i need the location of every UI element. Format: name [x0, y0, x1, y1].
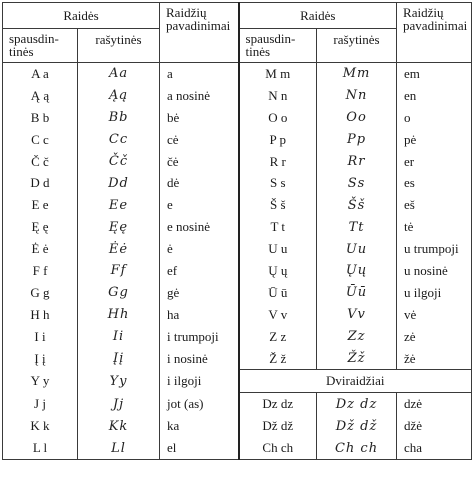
left-letter-name: a nosinė — [160, 85, 239, 107]
right-printed-letter: T t — [239, 216, 317, 238]
left-written-letter: Bb — [78, 107, 160, 129]
left-written-letter: Čč — [78, 151, 160, 173]
left-written-letter: Yy — [78, 370, 160, 393]
left-letter-name: gė — [160, 282, 239, 304]
left-printed-letter: J j — [3, 393, 78, 415]
header-printed-line1: spausdin- — [245, 31, 296, 46]
left-written-letter: Įį — [78, 348, 160, 370]
right-printed-letter: U u — [239, 238, 317, 260]
left-written-letter: Jj — [78, 393, 160, 415]
left-printed-letter: G g — [3, 282, 78, 304]
left-written-letter: Aa — [78, 63, 160, 85]
left-letter-name: e nosinė — [160, 216, 239, 238]
left-letter-name: dė — [160, 172, 239, 194]
left-letter-name: jot (as) — [160, 393, 239, 415]
left-written-letter: Ee — [78, 194, 160, 216]
table-row — [3, 370, 472, 393]
left-printed-letter: L l — [3, 437, 78, 459]
header-printed-left — [3, 29, 78, 63]
header-names-line1: Raidžių — [166, 5, 207, 20]
header-names-left — [160, 3, 239, 63]
right-letter-name: žė — [397, 348, 472, 370]
left-letter-name: i trumpoji — [160, 326, 239, 348]
right-printed-letter: Ū ū — [239, 282, 317, 304]
right-letter-name: er — [397, 151, 472, 173]
right-written-letter: Žž — [317, 348, 397, 370]
right-letter-name: pė — [397, 129, 472, 151]
digraph-printed: Dz dz — [239, 393, 317, 415]
left-written-letter: Gg — [78, 282, 160, 304]
left-written-letter: Ll — [78, 437, 160, 459]
right-written-letter: Mm — [317, 63, 397, 85]
left-written-letter: Kk — [78, 415, 160, 437]
right-written-letter: Tt — [317, 216, 397, 238]
left-printed-letter: Ą ą — [3, 85, 78, 107]
right-letter-name: u trumpoji — [397, 238, 472, 260]
digraph-name: dzė — [397, 393, 472, 415]
left-letter-name: ha — [160, 304, 239, 326]
table-row — [3, 151, 472, 173]
right-letter-name: es — [397, 172, 472, 194]
left-written-letter: Ff — [78, 260, 160, 282]
left-letter-name: bė — [160, 107, 239, 129]
table-row — [3, 216, 472, 238]
left-printed-letter: Ę ę — [3, 216, 78, 238]
digraph-written: Ch ch — [317, 437, 397, 459]
right-printed-letter: O o — [239, 107, 317, 129]
header-names-right — [397, 3, 472, 63]
left-letter-name: i ilgoji — [160, 370, 239, 393]
header-letters-left: Raidės — [3, 3, 160, 29]
right-written-letter: Vv — [317, 304, 397, 326]
table-row — [3, 326, 472, 348]
header-printed-right — [239, 29, 317, 63]
left-printed-letter: Ė ė — [3, 238, 78, 260]
table-row — [3, 260, 472, 282]
left-letter-name: ka — [160, 415, 239, 437]
right-written-letter: Ųų — [317, 260, 397, 282]
left-letter-name: a — [160, 63, 239, 85]
digraph-name: cha — [397, 437, 472, 459]
table-row — [3, 107, 472, 129]
left-letter-name: i nosinė — [160, 348, 239, 370]
right-letter-name: en — [397, 85, 472, 107]
table-row — [3, 129, 472, 151]
digraph-written: Dz dz — [317, 393, 397, 415]
right-printed-letter: Ž ž — [239, 348, 317, 370]
right-printed-letter: N n — [239, 85, 317, 107]
digraph-printed: Ch ch — [239, 437, 317, 459]
right-letter-name: o — [397, 107, 472, 129]
right-written-letter: Ūū — [317, 282, 397, 304]
left-written-letter: Hh — [78, 304, 160, 326]
right-letter-name: vė — [397, 304, 472, 326]
left-printed-letter: B b — [3, 107, 78, 129]
left-printed-letter: F f — [3, 260, 78, 282]
right-printed-letter: V v — [239, 304, 317, 326]
table-row — [3, 282, 472, 304]
header-names-line1: Raidžių — [403, 5, 444, 20]
header-letters-right: Raidės — [239, 3, 397, 29]
right-letter-name: eš — [397, 194, 472, 216]
left-printed-letter: I i — [3, 326, 78, 348]
left-written-letter: Ąą — [78, 85, 160, 107]
left-printed-letter: K k — [3, 415, 78, 437]
left-written-letter: Ėė — [78, 238, 160, 260]
right-letter-name: em — [397, 63, 472, 85]
right-written-letter: Nn — [317, 85, 397, 107]
right-written-letter: Pp — [317, 129, 397, 151]
digraph-name: džė — [397, 415, 472, 437]
header-names-line2: pavadinimai — [166, 18, 231, 33]
table-row — [3, 63, 472, 85]
alphabet-table — [2, 2, 472, 460]
left-printed-letter: H h — [3, 304, 78, 326]
table-row — [3, 348, 472, 370]
right-printed-letter: Z z — [239, 326, 317, 348]
left-letter-name: e — [160, 194, 239, 216]
left-printed-letter: A a — [3, 63, 78, 85]
table-row — [3, 437, 472, 459]
right-written-letter: Uu — [317, 238, 397, 260]
right-letter-name: tė — [397, 216, 472, 238]
header-written-right: rašytinės — [317, 29, 397, 63]
header-written-left: rašytinės — [78, 29, 160, 63]
right-printed-letter: P p — [239, 129, 317, 151]
digraph-printed: Dž dž — [239, 415, 317, 437]
left-letter-name: cė — [160, 129, 239, 151]
left-written-letter: Cc — [78, 129, 160, 151]
left-printed-letter: C c — [3, 129, 78, 151]
header-printed-line1: spausdin- — [9, 31, 59, 46]
table-row — [3, 415, 472, 437]
digraphs-title: Dviraidžiai — [239, 370, 472, 393]
table-row — [3, 194, 472, 216]
right-printed-letter: R r — [239, 151, 317, 173]
table-row — [3, 172, 472, 194]
table-row — [3, 304, 472, 326]
left-letter-name: ė — [160, 238, 239, 260]
right-printed-letter: Ų ų — [239, 260, 317, 282]
left-written-letter: Ii — [78, 326, 160, 348]
left-letter-name: el — [160, 437, 239, 459]
header-printed-line2: tinės — [9, 44, 34, 59]
header-names-line2: pavadinimai — [403, 18, 468, 33]
left-printed-letter: E e — [3, 194, 78, 216]
table-row — [3, 85, 472, 107]
left-printed-letter: Y y — [3, 370, 78, 393]
table-row — [3, 393, 472, 415]
left-letter-name: čė — [160, 151, 239, 173]
right-written-letter: Zz — [317, 326, 397, 348]
right-printed-letter: S s — [239, 172, 317, 194]
digraph-written: Dž dž — [317, 415, 397, 437]
right-written-letter: Rr — [317, 151, 397, 173]
table-row — [3, 238, 472, 260]
left-printed-letter: D d — [3, 172, 78, 194]
right-written-letter: Oo — [317, 107, 397, 129]
header-printed-line2: tinės — [245, 44, 271, 59]
left-written-letter: Ęę — [78, 216, 160, 238]
right-printed-letter: M m — [239, 63, 317, 85]
right-letter-name: u ilgoji — [397, 282, 472, 304]
right-letter-name: zė — [397, 326, 472, 348]
right-letter-name: u nosinė — [397, 260, 472, 282]
left-written-letter: Dd — [78, 172, 160, 194]
right-printed-letter: Š š — [239, 194, 317, 216]
left-letter-name: ef — [160, 260, 239, 282]
left-printed-letter: Č č — [3, 151, 78, 173]
left-printed-letter: Į į — [3, 348, 78, 370]
right-written-letter: Šš — [317, 194, 397, 216]
right-written-letter: Ss — [317, 172, 397, 194]
